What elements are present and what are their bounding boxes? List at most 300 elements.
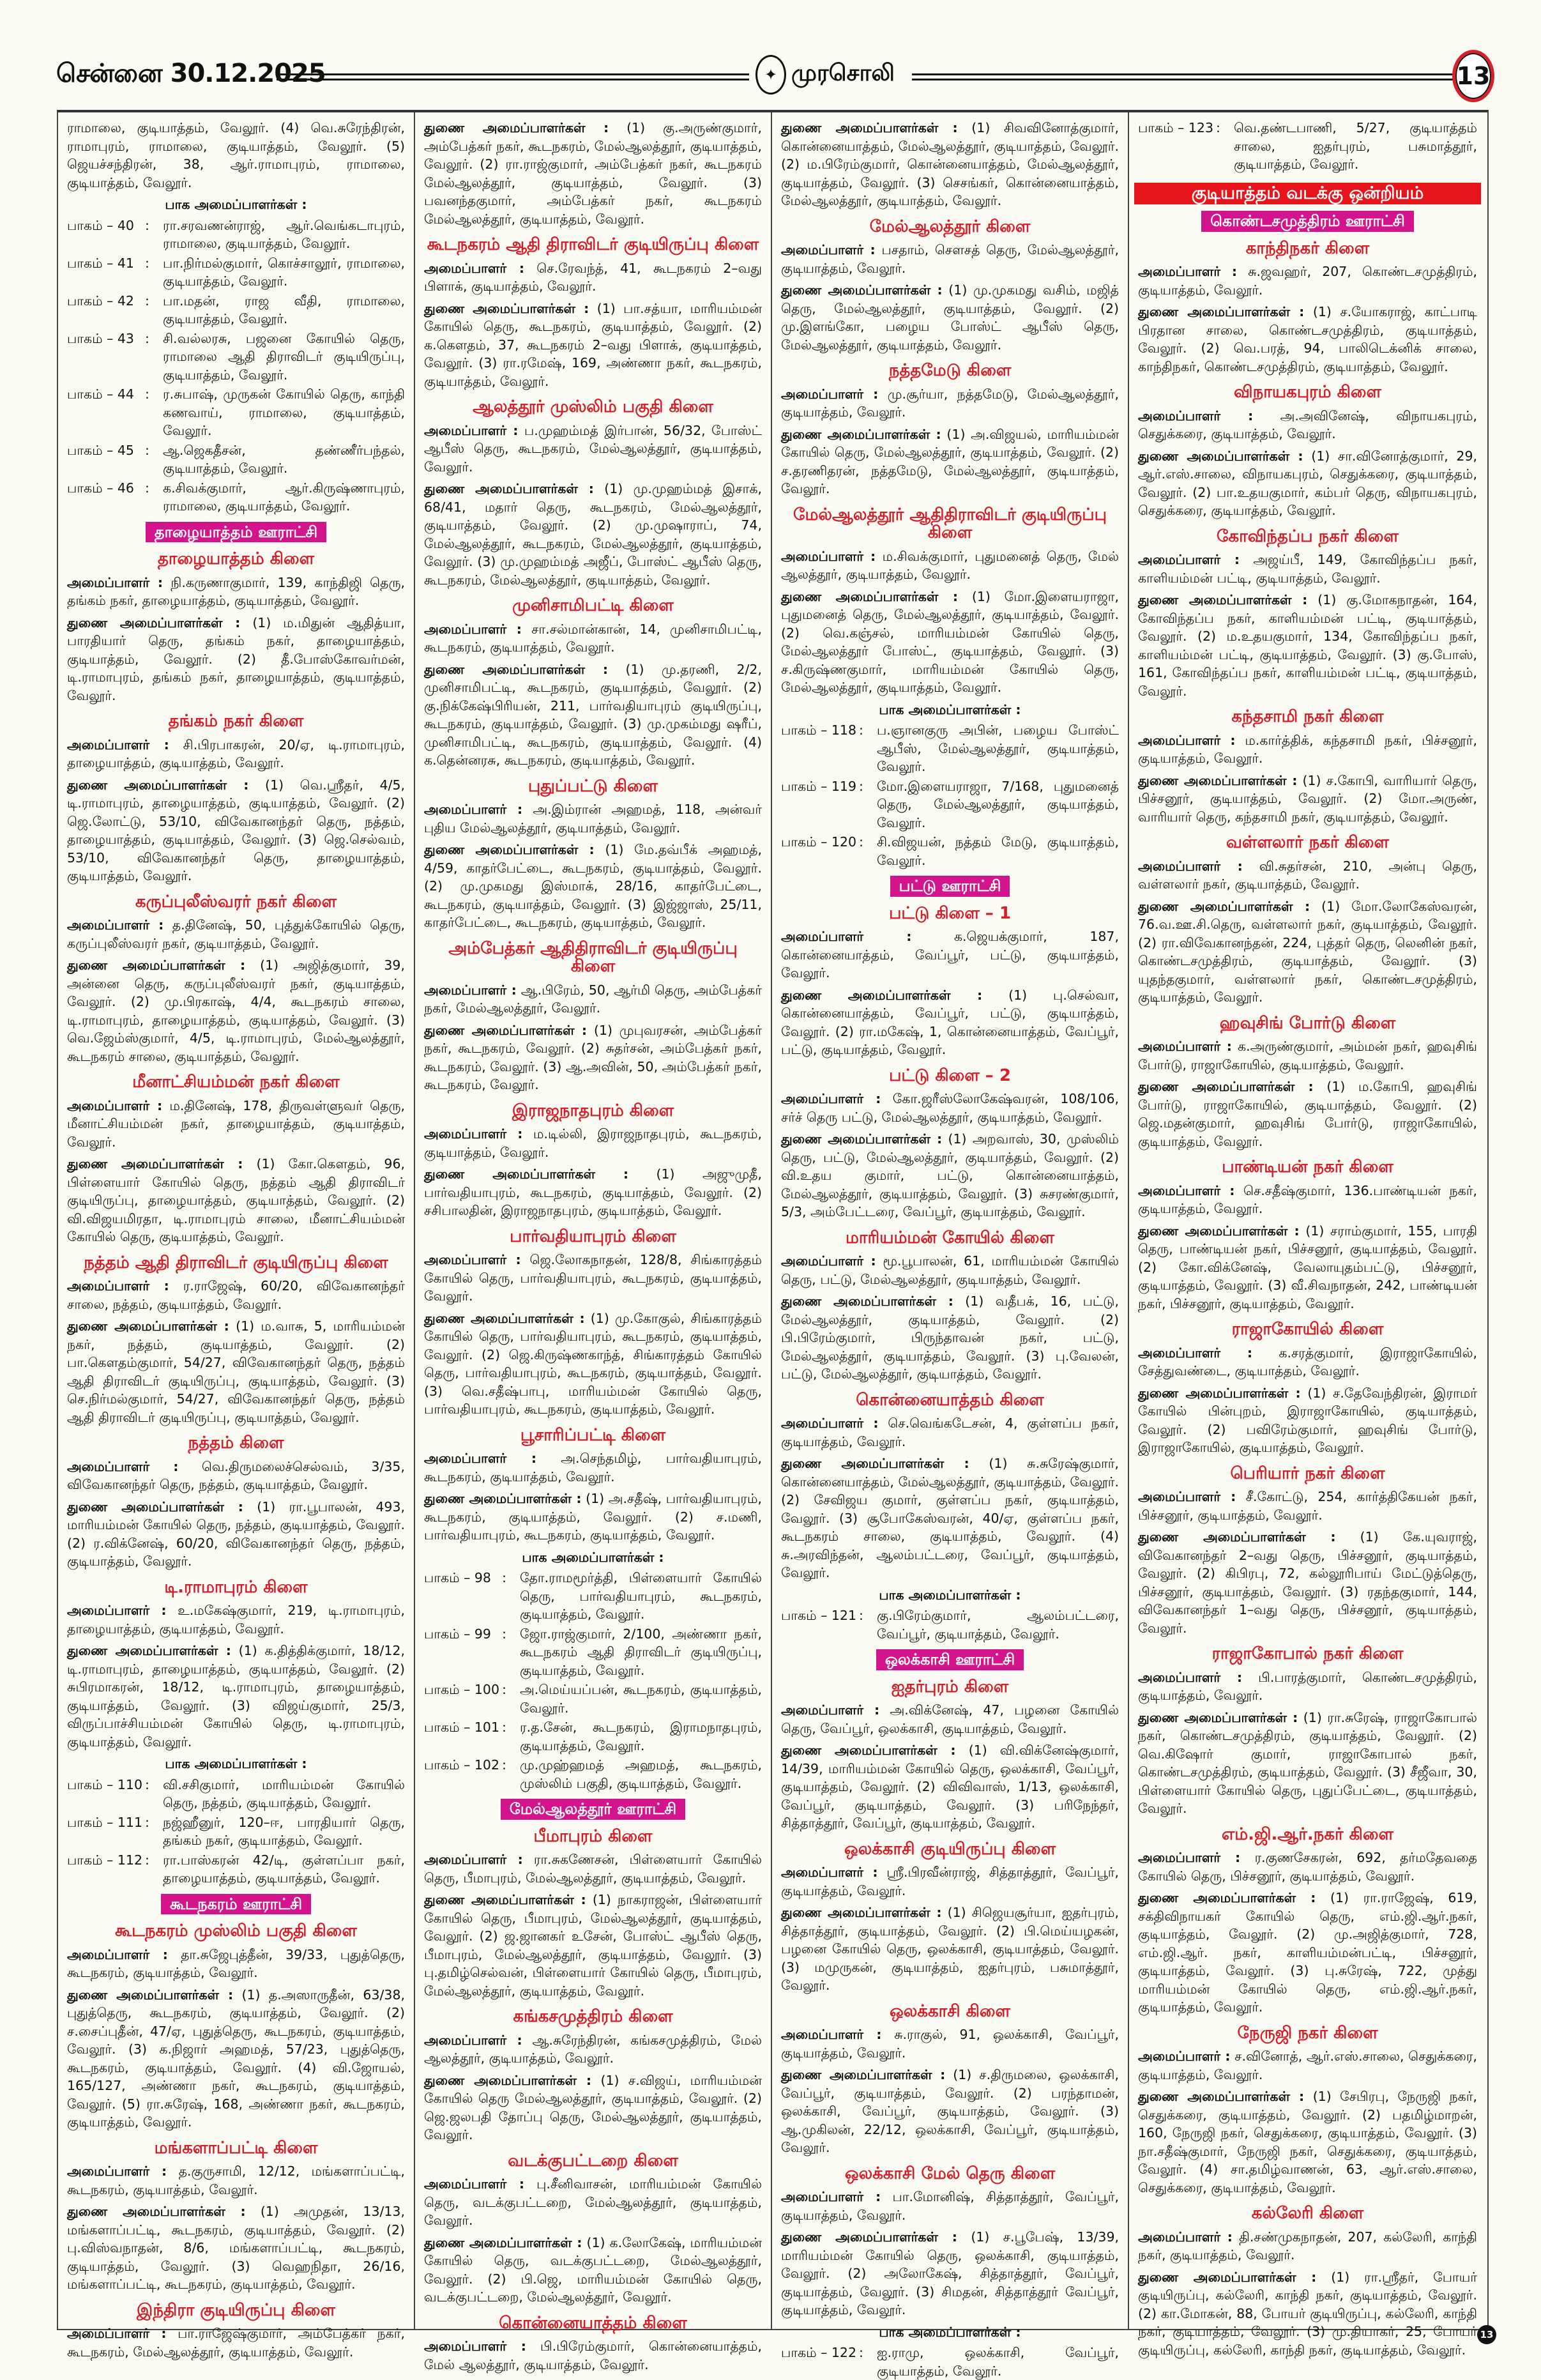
ward-organizer-text: ப.ஞானகுரு அபின், பழைய போஸ்ட் ஆபீஸ், மேல்ஆலத்தூர், குடியாத்தம், வேலூர். <box>877 722 1119 774</box>
ward-number-value: 122 <box>831 2345 857 2360</box>
deputy-organizers-text: (1) சா.வினோத்குமார், 29, ஆர்.எஸ்.சாலை, விநாயகபுரம், செதுக்கரை, குடியாத்தம், வேலூர். (2) பா.உதயகுமார், கம்பர் தெரு, விநாயகபுரம், செதுக்கரை, குடியாத்தம், வேலூர். <box>1138 448 1477 518</box>
organizer-label: அமைப்பாளர் : <box>781 2027 882 2042</box>
organizer-label: அமைப்பாளர் : <box>781 2189 881 2204</box>
ward-organizer-text: சி.விஜயன், நத்தம் மேடு, குடியாத்தம், வேலூர். <box>877 834 1119 868</box>
organizer-text: ஜெ.லோகநாதன், 128/8, சிங்காரத்தம் கோயில் தெரு, பார்வதியாபுரம், கூடநகரம், குடியாத்தம், வேலூர். <box>424 1252 762 1304</box>
organizer-label: அமைப்பாளர் : <box>67 1946 168 1962</box>
deputy-organizers-label: துணை அமைப்பாளர்கள் : <box>67 1987 234 2002</box>
ward-number <box>781 2344 859 2380</box>
organizer-text: க.ஜெயக்குமார், 187, கொன்னையாத்தம், வேப்பூர், பட்டு, குடியாத்தம், வேலூர். <box>781 929 1119 980</box>
column-3 <box>772 112 1129 2379</box>
ward-label: பாகம் – <box>781 778 828 794</box>
ward-number-value: 42 <box>117 293 134 309</box>
ward-organizer-row <box>67 441 405 478</box>
ward-organizer-text: சி.வல்லரசு, பஜனை கோயில் தெரு, ராமாலை ஆதி திராவிடர் குடியிருப்பு, குடியாத்தம், வேலூர். <box>163 330 405 383</box>
deputy-organizers-label: துணை அமைப்பாளர்கள் : <box>67 957 246 973</box>
organizer-text: சு.ஜவஹர், 207, கொண்டசமுத்திரம், குடியாத்தம், வேலூர். <box>1138 264 1477 298</box>
ward-number <box>1138 119 1216 174</box>
branch-heading: வடக்குபட்டறை கிளை <box>508 2151 678 2170</box>
ward-number-value: 111 <box>117 1814 143 1830</box>
organizer-text: க.அருண்குமார், அம்மன் நகர், ஹவுசிங் போர்டு, ராஜாகோயில், குடியாத்தம், வேலூர். <box>1138 1039 1477 1072</box>
ward-number <box>424 1756 502 1792</box>
deputy-organizers-text: (1) ச.யோகராஜ், காட்பாடி பிரதான சாலை, கொண்டசமுத்திரம், குடியாத்தம், வேலூர். (2) வெ.பரத், 94, பாலிடெக்னிக் சாலை, காந்திநகர், கொண்டசமுத்திரம், குடியாத்தம், வேலூர். <box>1138 304 1477 374</box>
deputy-organizers-label: துணை அமைப்பாளர்கள் : <box>1138 1890 1316 1905</box>
deputy-organizers-label: துணை அமைப்பாளர்கள் : <box>781 120 958 135</box>
branch-heading: புதுப்பட்டு கிளை <box>528 776 658 796</box>
ward-label: பாகம் – <box>781 2345 828 2360</box>
ward-label: பாகம் – <box>424 1626 471 1642</box>
organizer-text: பா.ராஜேஷ்குமார், அம்பேத்கர் நகர், கூடநகரம், மேல்ஆலத்தூர், குடியாத்தம், வேலூர். <box>67 2326 405 2360</box>
organizer-label: அமைப்பாளர் : <box>1138 1182 1235 1198</box>
ward-label: பாகம் – <box>67 293 114 309</box>
deputy-organizers-text: (1) ச.விஜய், மாரியம்மன் கோயில் தெரு மேல்ஆலத்தூர், குடியாத்தம், வேலூர். (2) ஜெ.ஜலபதி தோப்பு தெரு, மேல்ஆலத்தூர், குடியாத்தம், வேலூர். <box>424 2072 762 2142</box>
organizer-label: அமைப்பாளர் : <box>781 929 912 944</box>
colon: : <box>859 722 863 738</box>
deputy-organizers-text: (1) மு.கோகுல், சிங்காரத்தம் கோயில் தெரு, பார்வதியாபுரம், கூடநகரம், குடியாத்தம், வேலூர். (2) ஜெ.கிருஷ்ணகாந்த், சிங்காரத்தம் கோயில் தெரு, பார்வதியாபுரம், கூடநகரம், குடியாத்தம், வேலூர். (3) வெ.சதீஷ்பாபு, மாரியம்மன் கோயில் தெரு, பார்வதியாபுரம், கூடநகரம், குடியாத்தம், வேலூர். <box>424 1310 762 1417</box>
deputy-organizers-label: துணை அமைப்பாளர்கள் : <box>424 1491 582 1506</box>
organizer-label: அமைப்பாளர் : <box>781 242 876 257</box>
branch-heading: எம்.ஜி.ஆர்.நகர் கிளை <box>1221 1824 1394 1844</box>
ward-organizer-row <box>781 721 1119 776</box>
deputy-organizers-entry <box>781 2228 1119 2319</box>
organizer-label: அமைப்பாளர் : <box>424 621 522 637</box>
deputy-organizers-text: (1) பா.சத்யா, மாரியம்மன் கோயில் தெரு, கூடநகரம், குடியாத்தம், வேலூர். (2) க.கௌதம், 37, கூடநகரம் 2–வது பிளாக், குடியாத்தம், வேலூர். (3) ரா.ரமேஷ், 169, அண்ணா நகர், கூடநகரம், குடியாத்தம், வேலூர். <box>424 300 762 389</box>
deputy-organizers-label: துணை அமைப்பாளர்கள் : <box>781 1293 953 1309</box>
deputy-organizers-text: (1) ரா.ஸ்ரீதர், போயர் குடியிருப்பு, கல்லேரி, காந்தி நகர், குடியாத்தம், வேலூர். (2) கா.மோகன், 88, போயர் குடியிருப்பு, கல்லேரி, காந்தி நகர், குடியாத்தம், வேலூர். (3) மு.தியாகர், 25, போயர் குடியிருப்பு, கல்லேரி, காந்தி நகர், குடியாத்தம், வேலூர். <box>1138 2269 1477 2358</box>
deputy-organizers-label: துணை அமைப்பாளர்கள் : <box>424 1166 629 1182</box>
deputy-organizers-label: துணை அமைப்பாளர்கள் : <box>424 661 609 677</box>
deputy-organizers-entry <box>781 986 1119 1059</box>
organizer-entry <box>424 1125 762 1161</box>
organizer-text: ப.முஹம்மத் இர்பான், 56/32, போஸ்ட் ஆபீஸ் தெரு, கூடநகரம், மேல்ஆலத்தூர், குடியாத்தம், வேலூர். <box>424 422 762 475</box>
ward-organizer-row <box>1138 119 1477 174</box>
organizer-text: சா.சல்மான்கான், 14, முனிசாமிபட்டி, கூடநகரம், குடியாத்தம், வேலூர். <box>424 621 762 655</box>
ward-label: பாகம் – <box>67 1852 114 1868</box>
ward-number <box>781 833 859 869</box>
organizer-text: அ.அவினேஷ், விநாயகபுரம், செதுக்கரை, குடியாத்தம், வேலூர். <box>1138 408 1477 441</box>
organizer-text: ஸ்ரீ.பிரவீன்ராஜ், சித்தாத்தூர், வேப்பூர், குடியாத்தம், வேலூர். <box>781 1865 1119 1898</box>
organizer-text: ச.வினோத், ஆர்.எஸ்.சாலை, செதுக்கரை, குடியாத்தம், வேலூர். <box>1138 2048 1477 2082</box>
branch-heading: தாழையாத்தம் கிளை <box>157 549 315 568</box>
deputy-organizers-label: துணை அமைப்பாளர்கள் : <box>1138 304 1305 319</box>
ward-organizers-heading: பாக அமைப்பாளர்கள் : <box>879 2324 1021 2340</box>
ward-organizers-heading: பாக அமைப்பாளர்கள் : <box>165 197 307 212</box>
ward-organizer-row <box>424 1681 762 1717</box>
ward-organizer-row <box>781 833 1119 869</box>
ward-number-value: 121 <box>831 1608 857 1623</box>
column-2 <box>415 112 772 2372</box>
dateline: சென்னை 30.12.2025 <box>56 59 326 88</box>
ward-organizer-text: ஜோ.ராஜ்குமார், 2/100, அண்ணா நகர், கூடநகரம் ஆதி திராவிடர் குடியிருப்பு, குடியாத்தம், வேலூர். <box>520 1626 762 1678</box>
organizer-entry <box>1138 857 1477 894</box>
organizer-label: அமைப்பாளர் : <box>67 917 164 933</box>
deputy-organizers-text: (1) அறவாஸ், 30, முஸ்லிம் தெரு, பட்டு, மேல்ஆலத்தூர், குடியாத்தம், வேலூர். (2) வி.உதய குமார், பட்டு, கொன்னையாத்தம், மேல்ஆலத்தூர், குடியாத்தம், வேலூர். (3) சுசரண்குமார், 5/3, அம்பேட்டரை, வேப்பூர், குடியாத்தம், வேலூர். <box>781 1131 1119 1219</box>
deputy-organizers-text: (1) அஜுமுதீ, பார்வதியாபுரம், கூடநகரம், குடியாத்தம், வேலூர். (2) சசிபாலதின், இராஜநாதபுரம், குடியாத்தம், வேலூர். <box>424 1166 762 1218</box>
organizer-entry <box>781 2025 1119 2062</box>
organizer-text: ம.கார்த்திக், கந்தசாமி நகர், பிச்சனூர், குடியாத்தம், வேலூர். <box>1138 732 1477 766</box>
deputy-organizers-entry <box>1138 772 1477 827</box>
colon: : <box>502 1757 506 1773</box>
deputy-organizers-label: துணை அமைப்பாளர்கள் : <box>1138 772 1298 788</box>
branch-heading: மீனாட்சியம்மன் நகர் கிளை <box>132 1072 340 1092</box>
deputy-organizers-entry <box>781 2066 1119 2157</box>
colon: : <box>859 2345 863 2360</box>
branch-heading: மங்களாப்பட்டி கிளை <box>154 2138 318 2158</box>
deputy-organizers-text: (1) ரா.ராஜேஷ், 619, சக்திவிநாயகர் கோயில் தெரு, எம்.ஜி.ஆர்.நகர், குடியாத்தம், வேலூர். (2) மு.அஜித்குமார், 728, எம்.ஜி.ஆர். நகர், காளியம்மன்பட்டி, பிச்சனூர், குடியாத்தம், வேலூர். (3) பு.சுரேஷ், 722, முத்து மாரியம்மன் கோயில் தெரு, எம்.ஜி.ஆர்.நகர், குடியாத்தம், வேலூர். <box>1138 1890 1477 2015</box>
colon: : <box>502 1682 506 1697</box>
deputy-organizers-label: துணை அமைப்பாளர்கள் : <box>67 1643 231 1658</box>
branch-heading: கோவிந்தப்ப நகர் கிளை <box>1217 526 1399 546</box>
deputy-organizers-text: (1) ம.மிதுன் ஆதித்யா, பாரதியார் தெரு, தங்கம் நகர், தாழையாத்தம், குடியாத்தம், வேலூர். (2) தீ.போஸ்கோவர்மன், டி.ராமாபுரம், தங்கம் நகர், தாழையாத்தம், குடியாத்தம், வேலூர். <box>67 614 405 703</box>
organizer-entry <box>1138 2228 1477 2264</box>
deputy-organizers-entry <box>424 2071 762 2144</box>
organizer-label: அமைப்பாளர் : <box>1138 1039 1232 1054</box>
deputy-organizers-label: துணை அமைப்பாளர்கள் : <box>424 120 609 135</box>
deputy-organizers-label: துணை அமைப்பாளர்கள் : <box>1138 1709 1298 1725</box>
deputy-organizers-label: துணை அமைப்பாளர்கள் : <box>424 842 595 857</box>
deputy-organizers-label: துணை அமைப்பாளர்கள் : <box>1138 448 1303 464</box>
organizer-label: அமைப்பாளர் : <box>781 1091 881 1106</box>
organizer-label: அமைப்பாளர் : <box>424 422 519 438</box>
colon: : <box>859 834 863 850</box>
branch-heading: நத்தமேடு கிளை <box>888 361 1012 380</box>
ward-label: பாகம் – <box>67 1776 114 1792</box>
deputy-organizers-entry <box>67 1317 405 1426</box>
deputy-organizers-text: (1) கு.அருண்குமார், அம்பேத்கர் நகர், கூடநகரம், மேல்ஆலத்தூர், குடியாத்தம், வேலூர். (2) ரா.ராஜ்குமார், அம்பேத்கர் நகர், கூடநகரம் மேல்ஆலத்தூர், குடியாத்தம், வேலூர். (3) பவனந்தகுமார், அம்பேத்கர் நகர், கூடநகரம் மேல்ஆலத்தூர், குடியாத்தம், வேலூர். <box>424 120 762 227</box>
deputy-organizers-text: (1) சராம்குமார், 155, பாரதி தெரு, பாண்டியன் நகர், பிச்சனூர், குடியாத்தம், வேலூர். (2) கோ.விக்னேஷ், வேலாயுதம்பட்டு, பிச்சனூர், குடியாத்தம், வேலூர். (3) வீ.சிவநாதன், 242, பாண்டியன் நகர், பிச்சனூர், குடியாத்தம், வேலூர். <box>1138 1223 1477 1311</box>
continued-text-body: ராமாலை, குடியாத்தம், வேலூர். (4) வெ.சுரேந்திரன், ராமாபுரம், ராமாலை, குடியாத்தம், வேலூர். (5) ஜெயச்சந்திரன், 38, ஆர்.ராமாபுரம், ராமாலை, குடியாத்தம், வேலூர். <box>67 120 405 190</box>
deputy-organizers-entry <box>1138 303 1477 376</box>
organizer-label: அமைப்பாளர் : <box>1138 2048 1231 2064</box>
panchayat-banner <box>1138 211 1477 232</box>
branch-heading: வள்ளலார் நகர் கிளை <box>1226 833 1389 852</box>
ward-number-value: 98 <box>474 1570 491 1585</box>
branch-heading: மேல்ஆலத்தூர் ஆதிதிராவிடர் குடியிருப்பு கிளை <box>793 505 1107 542</box>
deputy-organizers-text: (1) கு.மோகநாதன், 164, கோவிந்தப்ப நகர், காளியம்மன் பட்டி, குடியாத்தம், வேலூர். (2) ம.உதயகுமார், 134, கோவிந்தப்ப நகர், காளியம்மன் பட்டி, குடியாத்தம், வேலூர். (3) கு.போஸ், 161, கோவிந்தப்ப நகர், காளியம்மன் பட்டி, குடியாத்தம், வேலூர். <box>1138 592 1477 699</box>
ward-number-value: 40 <box>117 217 134 233</box>
deputy-organizers-entry <box>1138 897 1477 1007</box>
organizer-entry <box>781 547 1119 584</box>
ward-organizer-row <box>67 1851 405 1888</box>
organizer-text: த.குருசாமி, 12/12, மங்களாப்பட்டி, கூடநகரம், குடியாத்தம், வேலூர். <box>67 2163 405 2197</box>
deputy-organizers-text: (1) அஜித்குமார், 39, அன்னை தெரு, கருப்புலீஸ்வரர் நகர், குடியாத்தம், வேலூர். (2) மு.பிரகாஷ், 4/4, கூடநகரம் சாலை, டி.ராமாபுரம், தாழையாத்தம், குடியாத்தம், வேலூர். (3) வெ.ஜேம்ஸ்குமார், 4/5, டி.ராமாபுரம், மேல்ஆலத்தூர், கூடநகரம் சாலை, குடியாத்தம், வேலூர். <box>67 957 405 1064</box>
organizer-entry <box>424 620 762 657</box>
deputy-organizers-entry <box>1138 447 1477 520</box>
organizer-entry <box>781 241 1119 277</box>
organizer-entry <box>424 1850 762 1887</box>
organizer-text: ம.தினேஷ், 178, திருவள்ளுவர் தெரு, மீனாட்சியம்மன் நகர், தாழையாத்தம், குடியாத்தம், வேலூர். <box>67 1097 405 1150</box>
colon: : <box>145 442 149 458</box>
ward-organizer-text: க.சிவக்குமார், ஆர்.கிருஷ்ணாபுரம், ராமாலை, குடியாத்தம், வேலூர். <box>163 480 405 514</box>
deputy-organizers-text: (1) ச.தேவேந்திரன், இராமர் கோயில் பின்புறம், இராஜாகோயில், குடியாத்தம், வேலூர். (2) பவிரேம்குமார், ஹவுசிங் போர்டு, இராஜாகோயில், குடியாத்தம், வேலூர். <box>1138 1385 1477 1455</box>
deputy-organizers-entry <box>424 1309 762 1419</box>
deputy-organizers-label: துணை அமைப்பாளர்கள் : <box>781 1905 942 1920</box>
ward-label: பாகம் – <box>67 255 114 271</box>
ward-organizer-row <box>67 385 405 440</box>
ward-number-value: 102 <box>474 1757 500 1773</box>
organizer-entry <box>1138 1344 1477 1380</box>
deputy-organizers-label: துணை அமைப்பாளர்கள் : <box>67 614 241 630</box>
ward-number <box>67 254 145 291</box>
deputy-organizers-text: (1) அ.விஜயல், மாரியம்மன் கோயில் தெரு, மேல்ஆலத்தூர், குடியாத்தம், வேலூர். (2) ச.தரணிதரன், நத்தமேடு, மேல்ஆலத்தூர், குடியாத்தம், வேலூர். <box>781 426 1119 496</box>
ward-organizer-text: பா.மதன், ராஜ வீதி, ராமாலை, குடியாத்தம், வேலூர். <box>163 293 405 326</box>
deputy-organizers-text: (1) ம.கோபி, ஹவுசிங் போர்டு, ராஜாகோயில், குடியாத்தம், வேலூர். (2) ஜெ.மதன்குமார், ஹவுசிங் போர்டு, ராஜாகோயில், குடியாத்தம், வேலூர். <box>1138 1079 1477 1149</box>
deputy-organizers-text: (1) மோ.இளையராஜா, புதுமனைத் தெரு, மேல்ஆலத்தூர், குடியாத்தம், வேலூர். (2) வெ.கஞ்சல், மாரியம்மன் கோயில் தெரு, மேல்ஆலத்தூர் போஸ்ட், குடியாத்தம், வேலூர். (3) ச.கிருஷ்ணகுமார், மாரியம்மன் கோயில் தெரு, மேல்ஆலத்தூர், குடியாத்தம், வேலூர். <box>781 588 1119 695</box>
organizer-entry <box>67 736 405 772</box>
organizer-entry <box>1138 551 1477 587</box>
organizer-entry <box>424 2175 762 2230</box>
organizer-text: ம.சிவக்குமார், புதுமனைத் தெரு, மேல் ஆலத்தூர், குடியாத்தம், வேலூர். <box>781 548 1119 582</box>
deputy-organizers-text: (1) கே.யுவராஜ், விவேகானந்தர் 2–வது தெரு, பிச்சனூர், குடியாத்தம், வேலூர். (2) கிபிரபு, 72, கல்லூரிபாய் மேட்டுத்தெரு, பிச்சனூர், குடியாத்தம், வேலூர். (3) ரதந்தகுமார், 144, விவேகானந்தர் 1–வது தெரு, பிச்சனூர், குடியாத்தம், வேலூர். <box>1138 1529 1477 1636</box>
ward-number <box>424 1625 502 1680</box>
deputy-organizers-label: துணை அமைப்பாளர்கள் : <box>424 2234 582 2250</box>
organizer-entry <box>1138 1488 1477 1524</box>
ward-organizer-text: ரா.பாஸ்கரன் 42/டி, குள்ளப்பா நகர், தாழையாத்தம், குடியாத்தம், வேலூர். <box>163 1852 405 1886</box>
deputy-organizers-entry <box>67 1642 405 1751</box>
deputy-organizers-entry <box>781 1130 1119 1221</box>
column-4 <box>1129 112 1486 2358</box>
organizer-label: அமைப்பாளர் : <box>1138 408 1254 423</box>
deputy-organizers-text: (1) ச.கோபி, வாரியார் தெரு, பிச்சனூர், குடியாத்தம், வேலூர். (2) மோ.அருண், வாரியார் தெரு, கந்தசாமி நகர், குடியாத்தம், வேலூர். <box>1138 772 1477 825</box>
deputy-organizers-text: (1) ச.பூபேஷ், 13/39, மாரியம்மன் கோயில் தெரு, ஒலக்காசி, குடியாத்தம், வேலூர். (2) அலோகேஷ், சித்தாத்தூர், வேப்பூர், குடியாத்தம், வேலூர். (3) சிமதன், சித்தாத்தூர் வேப்பூர், குடியாத்தம், வேலூர். <box>781 2229 1119 2317</box>
deputy-organizers-entry <box>781 588 1119 697</box>
organizer-text: வெ.திருமலைச்செல்வம், 3/35, விவேகானந்தர் தெரு, நத்தம், குடியாத்தம், வேலூர். <box>67 1458 405 1492</box>
ward-label: பாகம் – <box>67 1814 114 1830</box>
branch-heading: கருப்புலீஸ்வரர் நகர் கிளை <box>135 892 337 912</box>
ward-organizers-heading: பாக அமைப்பாளர்கள் : <box>522 1549 664 1565</box>
ward-organizer-text: வி.சசிகுமார், மாரியம்மன் கோயில் தெரு, நத்தம், குடியாத்தம், வேலூர். <box>163 1776 405 1810</box>
deputy-organizers-text: (1) ரா.பூபாலன், 493, மாரியம்மன் கோயில் தெரு, நத்தம், குடியாத்தம், வேலூர். (2) ர.விக்னேஷ், 60/20, விவேகானந்தர் தெரு, நத்தம், குடியாத்தம், வேலூர். <box>67 1499 406 1569</box>
organizer-text: ஆ.பிரேம், 50, ஆர்மி தெரு, அம்பேத்கர் நகர், மேல்ஆலத்தூர், வேலூர். <box>424 982 762 1016</box>
deputy-organizers-entry <box>1138 1528 1477 1637</box>
ward-number-value: 110 <box>117 1776 143 1792</box>
panchayat-banner <box>67 1894 405 1915</box>
branch-heading: முனிசாமிபட்டி கிளை <box>512 596 674 615</box>
deputy-organizers-label: துணை அமைப்பாளர்கள் : <box>424 300 589 316</box>
ward-label: பாகம் – <box>424 1720 471 1735</box>
deputy-organizers-text: (1) மே.தவ்பீக் அஹமத், 4/59, காதர்பேட்டை, கூடநகரம், குடியாத்தம், வேலூர். (2) மு.முகமது இஸ்மாக், 28/16, காதர்பேட்டை, கூடநகரம், குடியாத்தம், வேலூர். (3) இஜ்ஜாஸ், 25/11, காதர்பேட்டை, கூடநகரம், குடியாத்தம், வேலூர். <box>424 842 762 930</box>
organizer-label: அமைப்பாளர் : <box>1138 1489 1236 1504</box>
ward-organizers-heading: பாக அமைப்பாளர்கள் : <box>165 1756 307 1771</box>
deputy-organizers-label: துணை அமைப்பாளர்கள் : <box>67 777 249 793</box>
deputy-organizers-entry <box>67 2202 405 2294</box>
colon: : <box>145 480 149 496</box>
ward-number <box>67 479 145 515</box>
ward-number <box>424 1718 502 1755</box>
organizer-entry <box>424 2031 762 2068</box>
organizer-label: அமைப்பாளர் : <box>67 574 163 590</box>
ward-number-value: 112 <box>117 1852 143 1868</box>
deputy-organizers-text: (1) அமுதன், 13/13, மங்களாப்பட்டி, கூடநகரம், குடியாத்தம், வேலூர். (2) பு.விஸ்வநாதன், 8/6, மங்களாப்பட்டி, கூடநகரம், குடியாத்தம், வேலூர். (3) வெஹநிதா, 26/16, மங்களாப்பட்டி, கூடநகரம், குடியாத்தம், வேலூர். <box>67 2204 405 2292</box>
ward-number <box>424 1681 502 1717</box>
branch-heading: பார்வதியாபுரம் கிளை <box>510 1226 676 1246</box>
organizer-label: அமைப்பாளர் : <box>781 1253 876 1269</box>
panchayat-banner-label: பட்டு ஊராட்சி <box>890 876 1010 897</box>
deputy-organizers-label: துணை அமைப்பாளர்கள் : <box>1138 1385 1301 1401</box>
branch-heading: ஐதர்புரம் கிளை <box>891 1677 1009 1697</box>
deputy-organizers-entry <box>1138 1384 1477 1457</box>
ward-organizer-text: நஜ்ஹீனுர், 120–ஈ, பாரதியார் தெரு, தங்கம் நகர், குடியாத்தம், வேலூர். <box>163 1814 405 1848</box>
branch-heading: ஆலத்தூர் முஸ்லிம் பகுதி கிளை <box>473 397 713 416</box>
ward-label: பாகம் – <box>781 722 828 738</box>
ward-organizers-heading: பாக அமைப்பாளர்கள் : <box>879 701 1021 717</box>
organizer-text: சி.பிரபாகரன், 20/ஏ, டி.ராமாபுரம், தாழையாத்தம், குடியாத்தம், வேலூர். <box>67 736 405 770</box>
ward-organizer-text: மு.முஹ்ஹமத் அஹமத், கூடநகரம், முஸ்லிம் பகுதி, குடியாத்தம், வேலூர். <box>520 1757 762 1791</box>
organizer-entry <box>781 1414 1119 1451</box>
organizer-entry <box>67 574 405 610</box>
columns-frame <box>57 110 1489 2379</box>
colon: : <box>145 293 149 309</box>
deputy-organizers-text: (1) ரா.சுரேஷ், ராஜாகோபால் நகர், கொண்டசமுத்திரம், குடியாத்தம், வேலூர். (2) வெ.கிஷோர் குமார், ராஜாகோபால் நகர், கொண்டசமுத்திரம், குடியாத்தம், வேலூர். (3) சீஜீவா, 30, பிள்ளையார் கோயில் தெரு, புதுப்பேட்டை, குடியாத்தம், வேலூர். <box>1138 1709 1477 1816</box>
branch-heading: ஒலக்காசி குடியிருப்பு கிளை <box>844 1839 1056 1859</box>
paper-name: முரசொலி <box>791 60 895 86</box>
deputy-organizers-entry <box>424 1021 762 1094</box>
deputy-organizers-label: துணை அமைப்பாளர்கள் : <box>1138 2089 1305 2104</box>
organizer-label: அமைப்பாளர் : <box>424 982 517 998</box>
panchayat-banner <box>424 1799 762 1820</box>
ward-number-value: 45 <box>117 442 134 458</box>
deputy-organizers-label: துணை அமைப்பாளர்கள் : <box>67 1499 243 1514</box>
organizer-entry <box>424 422 762 477</box>
deputy-organizers-entry <box>67 1155 405 1246</box>
branch-heading: விநாயகபுரம் கிளை <box>1234 383 1381 402</box>
ward-number <box>67 1813 145 1850</box>
header-rule-left <box>277 73 749 80</box>
organizer-entry <box>424 981 762 1018</box>
deputy-organizers-entry <box>424 660 762 770</box>
ward-number-value: 99 <box>474 1626 491 1642</box>
organizer-entry <box>781 1863 1119 1900</box>
deputy-organizers-entry <box>781 281 1119 354</box>
deputy-organizers-entry <box>424 1490 762 1545</box>
ward-number <box>67 1851 145 1888</box>
deputy-organizers-label: துணை அமைப்பாளர்கள் : <box>781 2229 958 2245</box>
ward-label: பாகம் – <box>424 1570 471 1585</box>
deputy-organizers-text: (1) கோ.கௌதம், 96, பிள்ளையார் கோயில் தெரு, நத்தம் ஆதி திராவிடர் குடியிருப்பு, தாழையாத்தம், குடியாத்தம், வேலூர். (2) வி.விஜயமிரதா, டி.ராமாபுரம் சாலை, மீனாட்சியம்மன் கோயில் தெரு, குடியாத்தம், வேலூர். <box>67 1156 406 1244</box>
organizer-entry <box>781 1701 1119 1737</box>
organizer-label: அமைப்பாளர் : <box>424 1451 537 1466</box>
deputy-organizers-entry <box>67 1498 405 1571</box>
colon: : <box>145 330 149 346</box>
deputy-organizers-entry <box>1138 2087 1477 2197</box>
ward-organizer-text: தோ.ராமமூர்த்தி, பிள்ளையார் கோயில் தெரு, பார்வதியாபுரம், கூடநகரம், குடியாத்தம், வேலூர். <box>520 1570 762 1622</box>
deputy-organizers-label: துணை அமைப்பாளர்கள் : <box>781 1131 943 1147</box>
branch-heading: அம்பேத்கர் ஆதிதிராவிடர் குடியிருப்பு கிளை <box>448 938 738 976</box>
colon: : <box>145 386 149 402</box>
organizer-label: அமைப்பாளர் : <box>781 548 876 564</box>
organizer-entry <box>67 1097 405 1152</box>
organizer-entry <box>781 927 1119 982</box>
branch-heading: பீமாபுரம் கிளை <box>533 1826 653 1846</box>
organizer-entry <box>1138 263 1477 299</box>
colon: : <box>502 1626 506 1642</box>
deputy-organizers-text: (1) ச.திருமலை, ஒலக்காசி, வேப்பூர், குடியாத்தம், வேலூர். (2) பரந்தாமன், ஒலக்காசி, வேப்பூர், குடியாத்தம், வேலூர். (3) ஆ.முகிலன், 22/12, ஒலக்காசி, வேப்பூர், குடியாத்தம், வேலூர். <box>781 2067 1119 2155</box>
organizer-label: அமைப்பாளர் : <box>424 1126 523 1141</box>
deputy-organizers-text: (1) மு.முஹம்மத் இசாக், 68/41, மதார் தெரு, கூடநகரம், மேல்ஆலத்தூர், குடியாத்தம், வேலூர். (2) மு.முஷாராப், 74, மேல்ஆலத்தூர், கூடநகரம், மேல்ஆலத்தூர், குடியாத்தம், வேலூர். (3) மு.முஹம்மத் அஜீப், போஸ்ட் ஆபீஸ் தெரு, கூடநகரம், மேல்ஆலத்தூர், குடியாத்தம், வேலூர். <box>424 481 762 588</box>
organizer-text: அஜய்பீ, 149, கோவிந்தப்ப நகர், காளியம்மன் பட்டி, குடியாத்தம், வேலூர். <box>1138 552 1477 586</box>
ward-organizer-text: ஆ.ஜெகதீசன், தண்ணீர்பந்தல், குடியாத்தம், வேலூர். <box>163 442 405 476</box>
header-rule-right <box>912 73 1487 80</box>
organizer-label: அமைப்பாளர் : <box>781 386 879 402</box>
continued-text <box>67 119 405 192</box>
deputy-organizers-label: துணை அமைப்பாளர்கள் : <box>781 2067 946 2082</box>
deputy-organizers-entry <box>1138 2268 1477 2360</box>
deputy-organizers-label: துணை அமைப்பாளர்கள் : <box>1138 592 1308 607</box>
ward-organizer-row <box>67 292 405 328</box>
deputy-organizers-text: (1) நாகராஜன், பிள்ளையார் கோயில் தெரு, பீமாபுரம், மேல்ஆலத்தூர், குடியாத்தம், வேலூர். (2) ஜ.ஜானகர் உசேன், போஸ்ட் ஆபீஸ் தெரு, பீமாபுரம், மேல்ஆலத்தூர், குடியாத்தம், வேலூர். (3) பு.தமிழ்செல்வன், பிள்ளையார் கோயில் தெரு, பீமாபுரம், மேல்ஆலத்தூர், குடியாத்தம், வேலூர். <box>424 1892 762 1999</box>
ward-organizer-text: வெ.தண்டபாணி, 5/27, குடியாத்தம் சாலை, ஐதர்புரம், பசுமாத்தூர், குடியாத்தம், வேலூர். <box>1234 120 1477 172</box>
deputy-organizers-entry <box>781 1903 1119 1995</box>
deputy-organizers-text: (1) ம.வாசு, 5, மாரியம்மன் நகர், நத்தம், குடியாத்தம், வேலூர். (2) பா.கௌதம்குமார், 54/27, விவேகானந்தர் தெரு, நத்தம் ஆதி திராவிடர் குடியிருப்பு, குடியாத்தம், வேலூர். (3) செ.நிர்மல்குமார், 54/27, விவேகானந்தர் தெரு, நத்தம் ஆதி திராவிடர் குடியிருப்பு, குடியாத்தம், வேலூர். <box>67 1318 405 1425</box>
organizer-text: கோ.ஜரீஸ்லோகேஷ்வரன், 108/106, சர்ச் தெரு பட்டு, மேல்ஆலத்தூர், குடியாத்தம், வேலூர். <box>781 1091 1119 1125</box>
branch-heading: ஒலக்காசி மேல் தெரு கிளை <box>844 2163 1056 2183</box>
ward-organizer-row <box>67 1813 405 1850</box>
organizer-label: அமைப்பாளர் : <box>1138 858 1243 874</box>
organizer-text: வி.சுதர்சன், 210, அன்பு தெரு, வள்ளலார் நகர், குடியாத்தம், வேலூர். <box>1138 858 1477 892</box>
organizer-entry <box>67 1601 405 1638</box>
deputy-organizers-text: (1) மு.முகமது வசிம், மஜித் தெரு, மேல்ஆலத்தூர், குடியாத்தம், வேலூர். (2) மு.இளங்கோ, பழைய போஸ்ட் ஆபீஸ் தெரு, மேல்ஆலத்தூர், குடியாத்தம், வேலூர். <box>781 282 1119 353</box>
union-banner: குடியாத்தம் வடக்கு ஒன்றியம் <box>1134 183 1481 205</box>
ward-organizer-row <box>424 1569 762 1624</box>
panchayat-banner-label: கூடநகரம் ஊராட்சி <box>161 1894 311 1915</box>
organizer-label: அமைப்பாளர் : <box>67 1278 169 1293</box>
colon: : <box>502 1570 506 1585</box>
colon: : <box>145 1852 149 1868</box>
organizer-label: அமைப்பாளர் : <box>1138 1850 1241 1865</box>
deputy-organizers-text: (1) வதீபக், 16, பட்டு, மேல்ஆலத்தூர், குடியாத்தம், வேலூர். (2) பி.பிரேம்குமார், பிருந்தாவன் நகர், பட்டு, மேல்ஆலத்தூர், குடியாத்தம், வேலூர். (3) பு.வேலன், பட்டு, மேல்ஆலத்தூர், குடியாத்தம், வேலூர். <box>781 1293 1119 1382</box>
deputy-organizers-label: துணை அமைப்பாளர்கள் : <box>1138 1079 1314 1094</box>
deputy-organizers-entry <box>781 425 1119 498</box>
branch-heading: இராஜநாதபுரம் கிளை <box>512 1101 674 1120</box>
deputy-organizers-text: (1) க.தித்திக்குமார், 18/12, டி.ராமாபுரம், தாழையாத்தம், குடியாத்தம், வேலூர். (2) சுபிரமாகரன், 18/12, டி.ராமாபுரம், தாழையாத்தம், குடியாத்தம், வேலூர். (3) விஜய்குமார், 25/3, விருப்பாச்சியம்மன் கோயில் தெரு, டி.ராமாபுரம், குடியாத்தம், வேலூர். <box>67 1643 405 1750</box>
organizer-entry <box>781 2188 1119 2224</box>
organizer-entry <box>67 1946 405 1982</box>
organizer-label: அமைப்பாளர் : <box>424 802 523 817</box>
organizer-entry <box>1138 1668 1477 1705</box>
organizer-label: அமைப்பாளர் : <box>781 1702 880 1718</box>
deputy-organizers-text: (1) சேபிரபு, நேருஜி நகர், செதுக்கரை, குடியாத்தம், வேலூர். (2) பதமிழ்மாறன், 160, நேருஜி நகர், செதுக்கரை, குடியாத்தம், வேலூர். (3) நா.சதீஷ்குமார், நேருஜி நகர், செதுக்கரை, குடியாத்தம், வேலூர். (4) சா.தமிழ்வாணன், 63, ஆர்.எஸ்.சாலை, செதுக்கரை, குடியாத்தம், வேலூர். <box>1138 2089 1477 2195</box>
deputy-organizers-entry <box>1138 591 1477 700</box>
deputy-organizers-entry <box>67 1986 405 2132</box>
deputy-organizers-text: (1) சிவவினோத்குமார், கொன்னையாத்தம், மேல்ஆலத்தூர், குடியாத்தம், வேலூர். (2) ம.பிரேம்குமார், கொன்னையாத்தம், மேல்ஆலத்தூர், குடியாத்தம், வேலூர். (3) செசங்கர், கொன்னையாத்தம், மேல்ஆலத்தூர், குடியாத்தம், வேலூர். <box>781 120 1119 208</box>
panchayat-banner <box>781 876 1119 897</box>
deputy-organizers-text: (1) மு.தரணி, 2/2, முனிசாமிபட்டி, கூடநகரம், குடியாத்தம், வேலூர். (2) கு.நிக்கேஷ்பிரியன், 211, பார்வதியாபுரம் குடியிருப்பு, கூடநகரம், குடியாத்தம், வேலூர். (3) மு.முகம்மது ஷரீப், முனிசாமிபட்டி, கூடநகரம், குடியாத்தம், வேலூர். (4) க.தென்னரசு, கூடநகரம், குடியாத்தம், வேலூர். <box>424 661 762 768</box>
page-header <box>56 52 1491 97</box>
deputy-organizers-entry <box>1138 1078 1477 1150</box>
ward-organizer-row <box>67 217 405 253</box>
ward-organizer-row <box>781 777 1119 832</box>
deputy-organizers-text: (1) த.அஸாருதீன், 63/38, புதுத்தெரு, கூடநகரம், குடியாத்தம், வேலூர். (2) ச.சைப்புதீன், 47/ஏ, புதுத்தெரு, கூடநகரம், குடியாத்தம், வேலூர். (3) க.நிஜார் அஹமத், 57/23, புதுத்தெரு, கூடநகரம், குடியாத்தம், வேலூர். (4) வி.ஜோயல், 165/127, அண்ணா நகர், கூடநகரம், குடியாத்தம், வேலூர். (5) ரா.சுரேஷ், 168, அண்ணா நகர், கூடநகரம், குடியாத்தம், வேலூர். <box>67 1987 405 2130</box>
organizer-text: ஆ.சுரேந்திரன், கங்கசமுத்திரம், மேல் ஆலத்தூர், குடியாத்தம், வேலூர். <box>424 2032 762 2066</box>
deputy-organizers-entry <box>67 614 405 705</box>
organizer-text: அ.செந்தமிழ், பார்வதியாபுரம், கூடநகரம், குடியாத்தம், வேலூர். <box>424 1451 762 1484</box>
deputy-organizers-entry <box>424 1891 762 2000</box>
column-1 <box>58 112 415 2360</box>
branch-heading: கொன்னையாத்தம் கிளை <box>856 1390 1044 1410</box>
organizer-text: நி.கருணாகுமார், 139, காந்திஜி தெரு, தங்கம் நகர், தாழையாத்தம், குடியாத்தம், வேலூர். <box>67 574 405 608</box>
ward-organizer-text: அ.மெய்யப்பன், கூடநகரம், குடியாத்தம், வேலூர். <box>520 1682 762 1716</box>
branch-heading: ராஜாகோபால் நகர் கிளை <box>1211 1644 1404 1663</box>
deputy-organizers-entry <box>1138 1709 1477 1818</box>
colon: : <box>1216 120 1220 135</box>
branch-heading: தங்கம் நகர் கிளை <box>168 712 304 731</box>
organizer-text: அ.இம்ரான் அஹமத், 118, அன்வர் புதிய மேல்ஆலத்தூர், குடியாத்தம், வேலூர். <box>424 802 762 835</box>
ward-number-value: 44 <box>117 386 134 402</box>
colon: : <box>145 217 149 233</box>
organizer-text: ம.டில்லி, இராஜநாதபுரம், கூடநகரம், குடியாத்தம், வேலூர். <box>424 1126 762 1160</box>
panchayat-banner-label: கொண்டசமுத்திரம் ஊராட்சி <box>1201 211 1414 232</box>
organizer-text: பசதாம், சௌசத் தெரு, மேல்ஆலத்தூர், குடியாத்தம், வேலூர். <box>781 242 1119 276</box>
